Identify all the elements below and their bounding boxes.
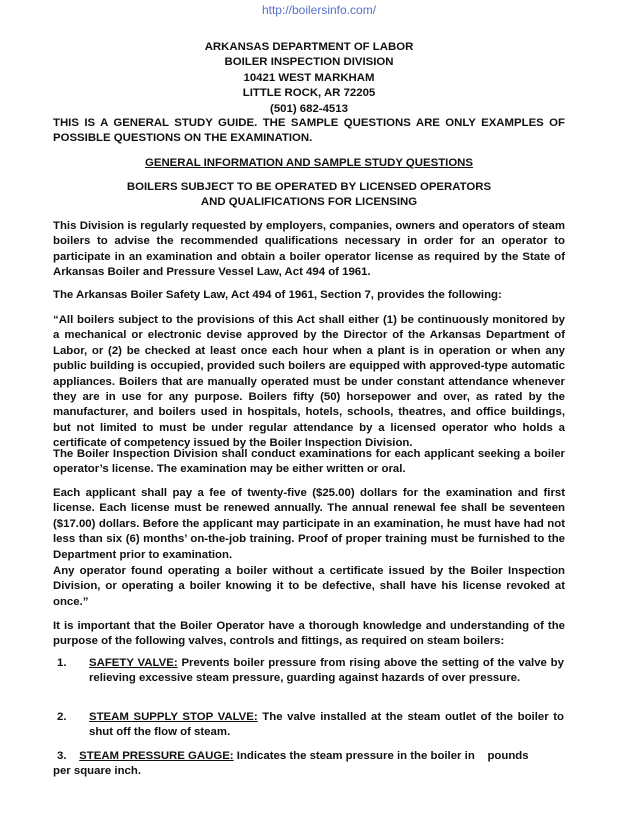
item-description	[89, 710, 564, 741]
street-address: 10421 WEST MARKHAM	[243, 71, 375, 84]
list-item-steam-pressure-gauge	[53, 749, 565, 780]
item-first-line	[53, 749, 565, 764]
subtitle-line-1: BOILERS SUBJECT TO BE OPERATED BY LICENSED OPERATORS	[126, 181, 492, 193]
item-number: 3.	[57, 750, 67, 762]
study-guide-notice: THIS IS A GENERAL STUDY GUIDE. THE SAMPLE QUESTIONS ARE ONLY EXAMPLES OF POSSIBLE QUESTIONS ON THE EXAMINATION.	[53, 117, 565, 145]
division-name: BOILER INSPECTION DIVISION	[224, 56, 394, 69]
subtitle-line-2: AND QUALIFICATIONS FOR LICENSING	[200, 196, 418, 208]
item-description	[89, 656, 564, 687]
item-second-line: per square inch.	[53, 765, 141, 778]
item-text: The valve installed at the steam outlet of the boiler to shut off the flow of steam.	[89, 711, 564, 739]
item-term: STEAM PRESSURE GAUGE:	[79, 750, 234, 762]
examination-paragraph: The Boiler Inspection Division shall conduct examinations for each applicant seeking a boiler operator’s license. The examination may be either written or oral.	[53, 448, 565, 476]
knowledge-paragraph: It is important that the Boiler Operator have a thorough knowledge and understanding of the purpose of the following valves, controls and fittings, as required on steam boilers:	[53, 620, 565, 648]
revocation-paragraph: Any operator found operating a boiler without a certificate issued by the Boiler Inspection Division, or operating a boiler knowing it to be defective, shall have his license revoked at once.”	[53, 565, 565, 608]
letterhead	[53, 40, 565, 117]
item-number: 1.	[57, 657, 67, 669]
phone-number: (501) 682-4513	[270, 102, 348, 115]
item-term: STEAM SUPPLY STOP VALVE:	[89, 711, 258, 723]
department-name: ARKANSAS DEPARTMENT OF LABOR	[204, 41, 414, 53]
intro-paragraph: This Division is regularly requested by employers, companies, owners and operators of steam boilers to advise the recommended qualifications necessary in order for an operator to participate in an examination and obtain a boiler operator license as required by the State of Arkansas Boiler and Pressure Vessel Law, Act 494 of 1961.	[53, 220, 565, 279]
law-reference-paragraph: The Arkansas Boiler Safety Law, Act 494 of 1961, Section 7, provides the following:	[53, 289, 502, 301]
fees-paragraph: Each applicant shall pay a fee of twenty-five ($25.00) dollars for the examination and first license. Each license must be renewed annually. The annual renewal fee shall be seventeen ($17.00) dollars. Before the applicant may participate in an examination, he must have had not less than six (6) months’ on-the-job training. Proof of proper training must be furnished to the Department prior to examination.	[53, 487, 565, 561]
item-term: SAFETY VALVE:	[89, 657, 178, 669]
city-state-zip: LITTLE ROCK, AR 72205	[242, 87, 376, 100]
item-number: 2.	[57, 711, 67, 723]
item-text: Prevents boiler pressure from rising above the setting of the valve by relieving excessive steam pressure, guarding against hazards of over pressure.	[89, 657, 564, 685]
law-quote-paragraph: “All boilers subject to the provisions of this Act shall either (1) be continuously monitored by a mechanical or electronic devise approved by the Director of the Arkansas Department of Labor, or (2) be checked at least once each hour when a plant is in operation or when any public building is occupied, provided such boilers are equipped with approved-type automatic appliances. Boilers that are manually operated must be under constant attendance whenever they are in use for any purpose. Boilers fifty (50) horsepower and over, as rated by the manufacturer, and boilers used in hospitals, hotels, schools, theatres, and office buildings, but not limited to must be under regular attendance by a licensed operator who holds a certificate of competency issued by the Boiler Inspection Division.	[53, 314, 565, 450]
source-url-link[interactable]: http://boilersinfo.com/	[261, 3, 377, 17]
section-title: GENERAL INFORMATION AND SAMPLE STUDY QUESTIONS	[144, 157, 474, 169]
item-text: Indicates the steam pressure in the boiler in pounds	[233, 750, 529, 762]
